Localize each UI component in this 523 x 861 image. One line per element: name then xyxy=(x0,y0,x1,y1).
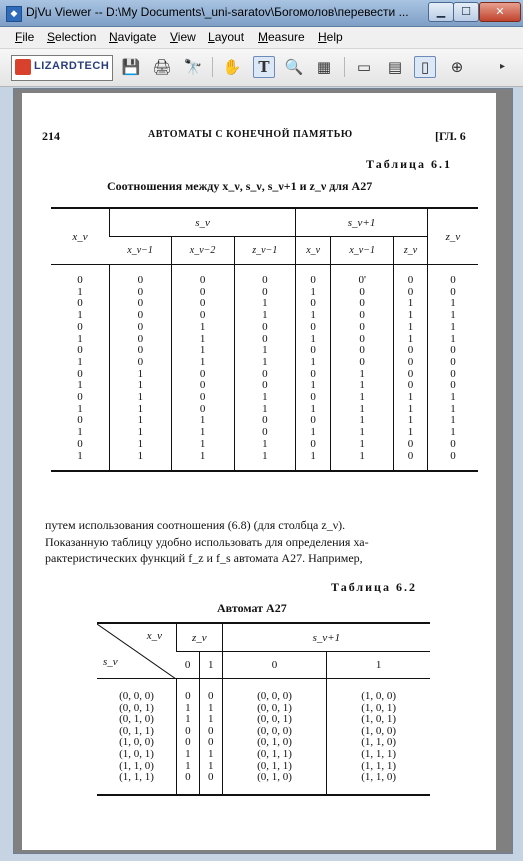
table-row xyxy=(97,679,430,703)
table-cell: (1, 1, 1) xyxy=(327,749,430,761)
table-cell: 0 xyxy=(428,380,479,392)
table-cell: 0 xyxy=(296,415,331,427)
table-row xyxy=(51,357,478,369)
table-6-1 xyxy=(51,207,478,472)
table-cell: (1, 0, 0) xyxy=(327,726,430,738)
table-row xyxy=(51,265,478,287)
table-cell: 0 xyxy=(394,380,428,392)
table-cell: 0 xyxy=(110,345,172,357)
table-row xyxy=(51,322,478,334)
table-cell: 0 xyxy=(177,726,200,738)
table-cell: 1 xyxy=(110,439,172,451)
table-cell: 1 xyxy=(234,298,296,310)
toolbar-separator xyxy=(212,57,213,77)
table-cell: 0 xyxy=(234,287,296,299)
toolbar-separator xyxy=(344,57,345,77)
table-cell: 0 xyxy=(199,772,222,795)
table-cell: 0 xyxy=(171,392,234,404)
table-cell: 0 xyxy=(171,287,234,299)
table2-caption: Таблица 6.2 xyxy=(331,580,417,594)
col-subheader: z_ν xyxy=(394,237,428,265)
table-cell: 0 xyxy=(77,274,83,286)
table-cell: 1 xyxy=(394,322,428,334)
print-icon[interactable]: 🖨 xyxy=(152,58,172,76)
table-cell: 0 xyxy=(394,451,428,472)
table-cell: (0, 1, 1) xyxy=(222,761,327,773)
lizard-icon xyxy=(15,59,31,75)
table-cell: 0' xyxy=(331,265,394,287)
zoom-region-icon[interactable]: ▦ xyxy=(316,58,332,76)
table-row xyxy=(97,749,430,761)
table-cell: 1 xyxy=(171,357,234,369)
table-cell: 1 xyxy=(234,451,296,472)
table-cell: 1 xyxy=(77,449,83,462)
table-cell: 1 xyxy=(394,310,428,322)
table-cell: 1 xyxy=(296,287,331,299)
table-cell: (1, 0, 0) xyxy=(327,679,430,703)
table-6-2 xyxy=(97,622,430,796)
table-cell: 1 xyxy=(296,310,331,322)
table-cell: 0 xyxy=(234,415,296,427)
diagonal-divider xyxy=(97,624,176,679)
table-cell: 1 xyxy=(110,427,172,439)
table-cell: 0 xyxy=(234,427,296,439)
table-cell: 0 xyxy=(428,265,479,287)
table-cell: 0 xyxy=(171,298,234,310)
table-cell: 0 xyxy=(110,265,172,287)
table-cell: 1 xyxy=(428,322,479,334)
menu-file[interactable]: File xyxy=(15,30,35,44)
table-cell: 0 xyxy=(110,322,172,334)
col-subheader: x_ν xyxy=(296,237,331,265)
table-cell: 1 xyxy=(394,334,428,346)
paragraph-line: путем использования соотношения (6.8) (для столбца z_ν). xyxy=(45,518,346,532)
col-group-header: s_ν+1 xyxy=(222,623,430,652)
text-select-icon[interactable]: T xyxy=(253,56,275,78)
table2-body xyxy=(97,679,430,795)
table-cell: 1 xyxy=(428,415,479,427)
table-cell: (0, 0, 1) xyxy=(119,701,154,714)
col-subheader: 1 xyxy=(199,652,222,679)
table-cell: 0 xyxy=(110,287,172,299)
table-cell: 0 xyxy=(171,369,234,381)
chapter-label: [ГЛ. 6 xyxy=(435,129,466,143)
table-cell: 0 xyxy=(171,380,234,392)
table-cell: 0 xyxy=(234,369,296,381)
table-cell: (1, 1, 1) xyxy=(327,761,430,773)
table-cell: 1 xyxy=(331,451,394,472)
table-cell: 0 xyxy=(331,345,394,357)
table-cell: 1 xyxy=(199,703,222,715)
minimize-button[interactable]: ▁ xyxy=(428,2,454,22)
table-cell: 1 xyxy=(296,357,331,369)
menu-navigate[interactable]: Navigate xyxy=(109,30,157,44)
table-cell: 0 xyxy=(331,357,394,369)
col-group-header: s_ν xyxy=(110,208,296,237)
table-cell: 0 xyxy=(77,344,83,357)
menu-selection[interactable]: Selection xyxy=(47,30,97,44)
table-row xyxy=(97,772,430,795)
table-cell: (1, 0, 0) xyxy=(119,736,154,749)
table-cell: 1 xyxy=(110,451,172,472)
table-cell: (0, 0, 1) xyxy=(222,703,327,715)
table-cell: 0 xyxy=(331,298,394,310)
table-cell: (1, 1, 1) xyxy=(119,771,154,784)
col-header: x_ν xyxy=(51,208,110,265)
table-cell: 0 xyxy=(394,265,428,287)
table-cell: 0 xyxy=(110,357,172,369)
table-cell: 1 xyxy=(171,439,234,451)
table-cell: 1 xyxy=(428,427,479,439)
zoom-in-icon[interactable]: ⊕ xyxy=(450,58,464,76)
table-cell: (0, 0, 1) xyxy=(222,714,327,726)
brand-text: LIZARDTECH xyxy=(34,60,110,72)
table-cell: (1, 0, 1) xyxy=(327,714,430,726)
table-cell: (1, 1, 0) xyxy=(327,737,430,749)
table-cell: 1 xyxy=(77,426,83,439)
table-cell: 1 xyxy=(177,703,200,715)
table-cell: 1 xyxy=(77,355,83,368)
col-subheader: x_ν−1 xyxy=(110,237,172,265)
menu-view[interactable]: View xyxy=(170,30,196,44)
table-cell: 1 xyxy=(177,714,200,726)
table-cell: 0 xyxy=(394,345,428,357)
table-cell: 1 xyxy=(331,439,394,451)
col-subheader: x_ν−2 xyxy=(171,237,234,265)
table-cell: 1 xyxy=(234,404,296,416)
table-cell: 1 xyxy=(394,298,428,310)
corner-x-label: x_ν xyxy=(146,630,162,642)
table-cell: 1 xyxy=(171,334,234,346)
table-cell: 1 xyxy=(234,357,296,369)
menu-bar xyxy=(0,27,523,49)
table-cell: 1 xyxy=(296,380,331,392)
table2-title: Автомат A27 xyxy=(217,601,287,615)
single-page-icon[interactable]: ▭ xyxy=(356,58,372,76)
table1-body xyxy=(51,265,478,472)
table-cell: 1 xyxy=(428,404,479,416)
table-row xyxy=(51,439,478,451)
paragraph-line: рактеристических функций f_z и f_s автомата A27. Например, xyxy=(45,551,363,565)
table-cell: 1 xyxy=(331,392,394,404)
table-cell: 1 xyxy=(296,334,331,346)
table-cell: (0, 0, 0) xyxy=(119,690,154,702)
table-cell: 1 xyxy=(331,380,394,392)
table-cell: 0 xyxy=(296,439,331,451)
table-cell: 0 xyxy=(296,265,331,287)
table-cell: (1, 0, 1) xyxy=(327,703,430,715)
page-number: 214 xyxy=(42,129,60,143)
table-cell: 0 xyxy=(394,287,428,299)
table-cell: 1 xyxy=(171,451,234,472)
table-cell: 0 xyxy=(171,404,234,416)
menu-measure[interactable]: Measure xyxy=(258,30,305,44)
hand-pan-icon[interactable]: ✋ xyxy=(222,58,242,76)
table-cell: 1 xyxy=(177,761,200,773)
table-cell: 0 xyxy=(428,439,479,451)
table-cell: 1 xyxy=(77,309,83,322)
table-cell: (0, 1, 0) xyxy=(222,737,327,749)
table-cell: 0 xyxy=(110,310,172,322)
table-cell: 1 xyxy=(296,427,331,439)
table-cell: 1 xyxy=(177,749,200,761)
continuous-page-icon[interactable]: ▤ xyxy=(387,58,403,76)
table-cell: 0 xyxy=(77,367,83,380)
table-cell: 0 xyxy=(428,451,479,472)
find-icon[interactable]: 🔭 xyxy=(183,58,203,76)
table-cell: 1 xyxy=(428,310,479,322)
table-cell: (0, 1, 0) xyxy=(119,713,154,726)
table-cell: 0 xyxy=(296,392,331,404)
col-group-header: z_ν xyxy=(177,623,223,652)
table-cell: 0 xyxy=(394,369,428,381)
menu-help[interactable]: Help xyxy=(318,30,343,44)
table-cell: 1 xyxy=(110,392,172,404)
table-cell: 1 xyxy=(394,415,428,427)
table-cell: 1 xyxy=(171,345,234,357)
table-cell: (0, 1, 0) xyxy=(222,772,327,795)
col-subheader: 0 xyxy=(177,652,200,679)
table-cell: 1 xyxy=(296,404,331,416)
table-cell: (0, 0, 0) xyxy=(222,679,327,703)
table-cell: 1 xyxy=(110,369,172,381)
table-cell: 0 xyxy=(110,334,172,346)
table-cell: (0, 0, 0) xyxy=(222,726,327,738)
table-cell: 0 xyxy=(77,391,83,404)
app-icon: ◆ xyxy=(6,6,22,22)
table-cell: 1 xyxy=(394,392,428,404)
table-cell: 1 xyxy=(77,402,83,415)
corner-header xyxy=(97,623,177,679)
table-cell: 0 xyxy=(177,737,200,749)
table-cell: 0 xyxy=(171,310,234,322)
table-cell: 0 xyxy=(77,437,83,450)
toolbar-overflow-icon[interactable]: ▸ xyxy=(500,61,506,72)
table-cell: 0 xyxy=(296,322,331,334)
zoom-icon[interactable]: 🔍 xyxy=(284,58,304,76)
paragraph-line: Показанную таблицу удобно использовать для определения ха- xyxy=(45,534,369,549)
body-paragraph xyxy=(45,517,479,567)
table-cell: 0 xyxy=(331,334,394,346)
table-cell: 1 xyxy=(199,714,222,726)
table-cell: 0 xyxy=(199,737,222,749)
document-viewport[interactable] xyxy=(13,88,513,854)
table-cell: 0 xyxy=(331,310,394,322)
table-cell: 1 xyxy=(331,415,394,427)
table-cell: 1 xyxy=(199,761,222,773)
table-cell: 0 xyxy=(77,320,83,333)
title-bar xyxy=(0,0,523,27)
table-cell: 0 xyxy=(428,369,479,381)
table-cell: 1 xyxy=(110,380,172,392)
table-cell: 0 xyxy=(394,357,428,369)
table-cell: 1 xyxy=(331,427,394,439)
table-cell: 1 xyxy=(234,439,296,451)
table-cell: 0 xyxy=(331,322,394,334)
table-cell: 1 xyxy=(428,334,479,346)
maximize-button[interactable]: ☐ xyxy=(453,2,479,22)
table-cell: 0 xyxy=(177,772,200,795)
table-cell: 1 xyxy=(110,404,172,416)
facing-page-icon[interactable]: ▯ xyxy=(414,56,436,78)
table-cell: 0 xyxy=(234,334,296,346)
col-subheader: 0 xyxy=(222,652,327,679)
toolbar xyxy=(0,49,523,87)
running-title: АВТОМАТЫ С КОНЕЧНОЙ ПАМЯТЬЮ xyxy=(148,129,353,140)
table-cell: 1 xyxy=(296,451,331,472)
table-cell: 0 xyxy=(199,726,222,738)
table-cell: 0 xyxy=(296,298,331,310)
table-cell: 0 xyxy=(296,369,331,381)
table-cell: (0, 1, 1) xyxy=(222,749,327,761)
table-cell: 1 xyxy=(234,310,296,322)
table-cell: 1 xyxy=(331,369,394,381)
table-cell: 1 xyxy=(234,392,296,404)
table-cell: 0 xyxy=(177,679,200,703)
table-cell: 1 xyxy=(171,415,234,427)
table-row xyxy=(51,451,478,472)
table-cell: 0 xyxy=(296,345,331,357)
table-cell: (1, 0, 1) xyxy=(119,747,154,760)
table-cell: 1 xyxy=(199,749,222,761)
table-cell: 1 xyxy=(428,392,479,404)
table-cell: 1 xyxy=(171,322,234,334)
table-cell: 0 xyxy=(77,414,83,427)
table-cell: (1, 1, 0) xyxy=(119,759,154,772)
table-cell: 1 xyxy=(331,404,394,416)
col-subheader: 1 xyxy=(327,652,430,679)
col-subheader: x_ν−1 xyxy=(331,237,394,265)
table-cell: 1 xyxy=(77,332,83,345)
table-cell: 0 xyxy=(171,265,234,287)
table-cell: 0 xyxy=(234,265,296,287)
table-cell: (1, 1, 0) xyxy=(327,772,430,795)
table-cell: 0 xyxy=(234,322,296,334)
table-cell: 0 xyxy=(428,345,479,357)
table-cell: 0 xyxy=(77,297,83,310)
window-title: DjVu Viewer -- D:\My Documents\_uni-saratov\Богомолов\перевести ... xyxy=(26,5,409,19)
save-icon[interactable]: 💾 xyxy=(121,58,141,76)
table-cell: (0, 1, 1) xyxy=(119,724,154,737)
table-cell: 0 xyxy=(199,679,222,703)
col-header: z_ν xyxy=(428,208,479,265)
menu-layout[interactable]: Layout xyxy=(208,30,245,44)
table-cell: 0 xyxy=(331,287,394,299)
close-button[interactable]: ✕ xyxy=(479,2,521,22)
col-group-header: s_ν+1 xyxy=(296,208,428,237)
corner-s-label: s_ν xyxy=(103,656,118,668)
table-cell: 0 xyxy=(428,357,479,369)
table-cell: 1 xyxy=(77,285,83,298)
table-cell: 0 xyxy=(394,439,428,451)
table-cell: 1 xyxy=(77,379,83,392)
table1-caption: Таблица 6.1 xyxy=(366,157,452,171)
table-row xyxy=(51,392,478,404)
table1-title: Соотношения между x_ν, s_ν, s_ν+1 и z_ν для A27 xyxy=(107,179,373,193)
document-page xyxy=(22,93,496,850)
table-cell: 0 xyxy=(110,298,172,310)
table-cell: 1 xyxy=(171,427,234,439)
table-cell: 1 xyxy=(234,345,296,357)
lizardtech-logo[interactable] xyxy=(11,55,113,81)
table-cell: 1 xyxy=(428,298,479,310)
col-subheader: z_ν−1 xyxy=(234,237,296,265)
table-cell: 0 xyxy=(234,380,296,392)
table-cell: 1 xyxy=(394,427,428,439)
table-cell: 0 xyxy=(428,287,479,299)
table-cell: 1 xyxy=(394,404,428,416)
table-cell: 1 xyxy=(110,415,172,427)
